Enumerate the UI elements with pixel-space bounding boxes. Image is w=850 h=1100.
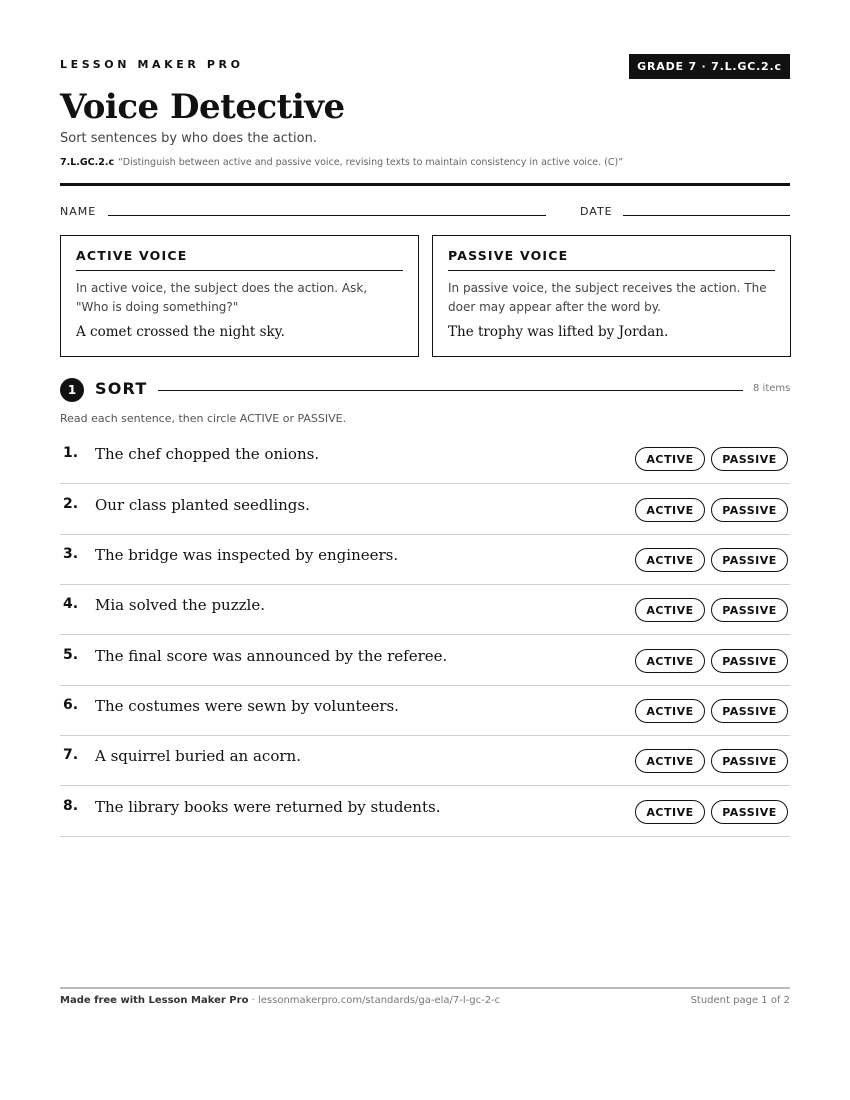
question-row: [60, 685, 790, 736]
active-voice-definition: In active voice, the subject does the action. Ask, "Who is doing something?": [76, 281, 368, 314]
active-voice-example: A comet crossed the night sky.: [76, 324, 285, 340]
name-field[interactable]: [108, 215, 546, 216]
question-sentence: The costumes were sewn by volunteers.: [95, 697, 399, 715]
question-number: 4.: [63, 596, 79, 612]
active-option[interactable]: ACTIVE: [635, 548, 705, 572]
passive-voice-box: [432, 235, 791, 357]
question-sentence: The bridge was inspected by engineers.: [95, 546, 399, 564]
brand-name: LESSON MAKER PRO: [60, 58, 244, 71]
active-voice-title: ACTIVE VOICE: [76, 248, 403, 271]
header-divider: [60, 183, 790, 186]
question-number: 2.: [63, 496, 79, 512]
question-number: 3.: [63, 546, 79, 562]
page-indicator: Student page 1 of 2: [690, 995, 790, 1006]
question-row: [60, 635, 790, 686]
footer-divider: [60, 987, 790, 989]
active-option[interactable]: ACTIVE: [635, 447, 705, 471]
standard-code: 7.L.GC.2.c: [60, 157, 115, 168]
active-option[interactable]: ACTIVE: [635, 699, 705, 723]
active-voice-box: [60, 235, 419, 357]
passive-voice-title: PASSIVE VOICE: [448, 248, 775, 271]
active-option[interactable]: ACTIVE: [635, 649, 705, 673]
question-sentence: Our class planted seedlings.: [95, 496, 310, 514]
footer-credit: [60, 995, 500, 1006]
page-title: Voice Detective: [60, 87, 345, 127]
passive-option[interactable]: PASSIVE: [711, 498, 788, 522]
standard-text: “Distinguish between active and passive voice, revising texts to maintain consistency in active voice. (C)”: [118, 157, 624, 168]
name-label: NAME: [60, 205, 97, 218]
section-number-badge: 1: [60, 378, 84, 402]
question-sentence: The library books were returned by students.: [95, 798, 441, 816]
question-row: [60, 786, 790, 837]
passive-voice-example: The trophy was lifted by Jordan.: [448, 324, 669, 340]
question-number: 5.: [63, 647, 79, 663]
section-divider: [158, 390, 743, 391]
active-option[interactable]: ACTIVE: [635, 498, 705, 522]
question-sentence: A squirrel buried an acorn.: [95, 747, 301, 765]
question-row: [60, 433, 790, 484]
grade-badge: GRADE 7 · 7.L.GC.2.c: [629, 54, 790, 79]
question-row: [60, 735, 790, 786]
passive-voice-definition: In passive voice, the subject receives the action. The doer may appear after the word by.: [448, 281, 767, 314]
date-field[interactable]: [623, 215, 790, 216]
question-sentence: The chef chopped the onions.: [95, 445, 320, 463]
question-row: [60, 534, 790, 585]
active-option[interactable]: ACTIVE: [635, 749, 705, 773]
page-subtitle: Sort sentences by who does the action.: [60, 131, 317, 146]
question-number: 8.: [63, 798, 79, 814]
standard-line: [60, 157, 623, 168]
passive-option[interactable]: PASSIVE: [711, 598, 788, 622]
footer-url: · lessonmakerpro.com/standards/ga-ela/7-l-gc-2-c: [248, 995, 501, 1006]
question-number: 7.: [63, 747, 79, 763]
active-option[interactable]: ACTIVE: [635, 598, 705, 622]
passive-option[interactable]: PASSIVE: [711, 447, 788, 471]
passive-option[interactable]: PASSIVE: [711, 649, 788, 673]
item-count: 8 items: [753, 383, 791, 394]
passive-option[interactable]: PASSIVE: [711, 548, 788, 572]
passive-option[interactable]: PASSIVE: [711, 699, 788, 723]
footer-made-with: Made free with Lesson Maker Pro: [60, 995, 249, 1006]
passive-option[interactable]: PASSIVE: [711, 800, 788, 824]
question-number: 6.: [63, 697, 79, 713]
question-row: [60, 484, 790, 535]
passive-option[interactable]: PASSIVE: [711, 749, 788, 773]
question-sentence: Mia solved the puzzle.: [95, 596, 265, 614]
date-label: DATE: [580, 205, 613, 218]
section-title: SORT: [95, 379, 148, 398]
question-row: [60, 584, 790, 635]
section-instructions: Read each sentence, then circle ACTIVE or PASSIVE.: [60, 412, 347, 425]
question-number: 1.: [63, 445, 79, 461]
question-sentence: The final score was announced by the referee.: [95, 647, 448, 665]
active-option[interactable]: ACTIVE: [635, 800, 705, 824]
